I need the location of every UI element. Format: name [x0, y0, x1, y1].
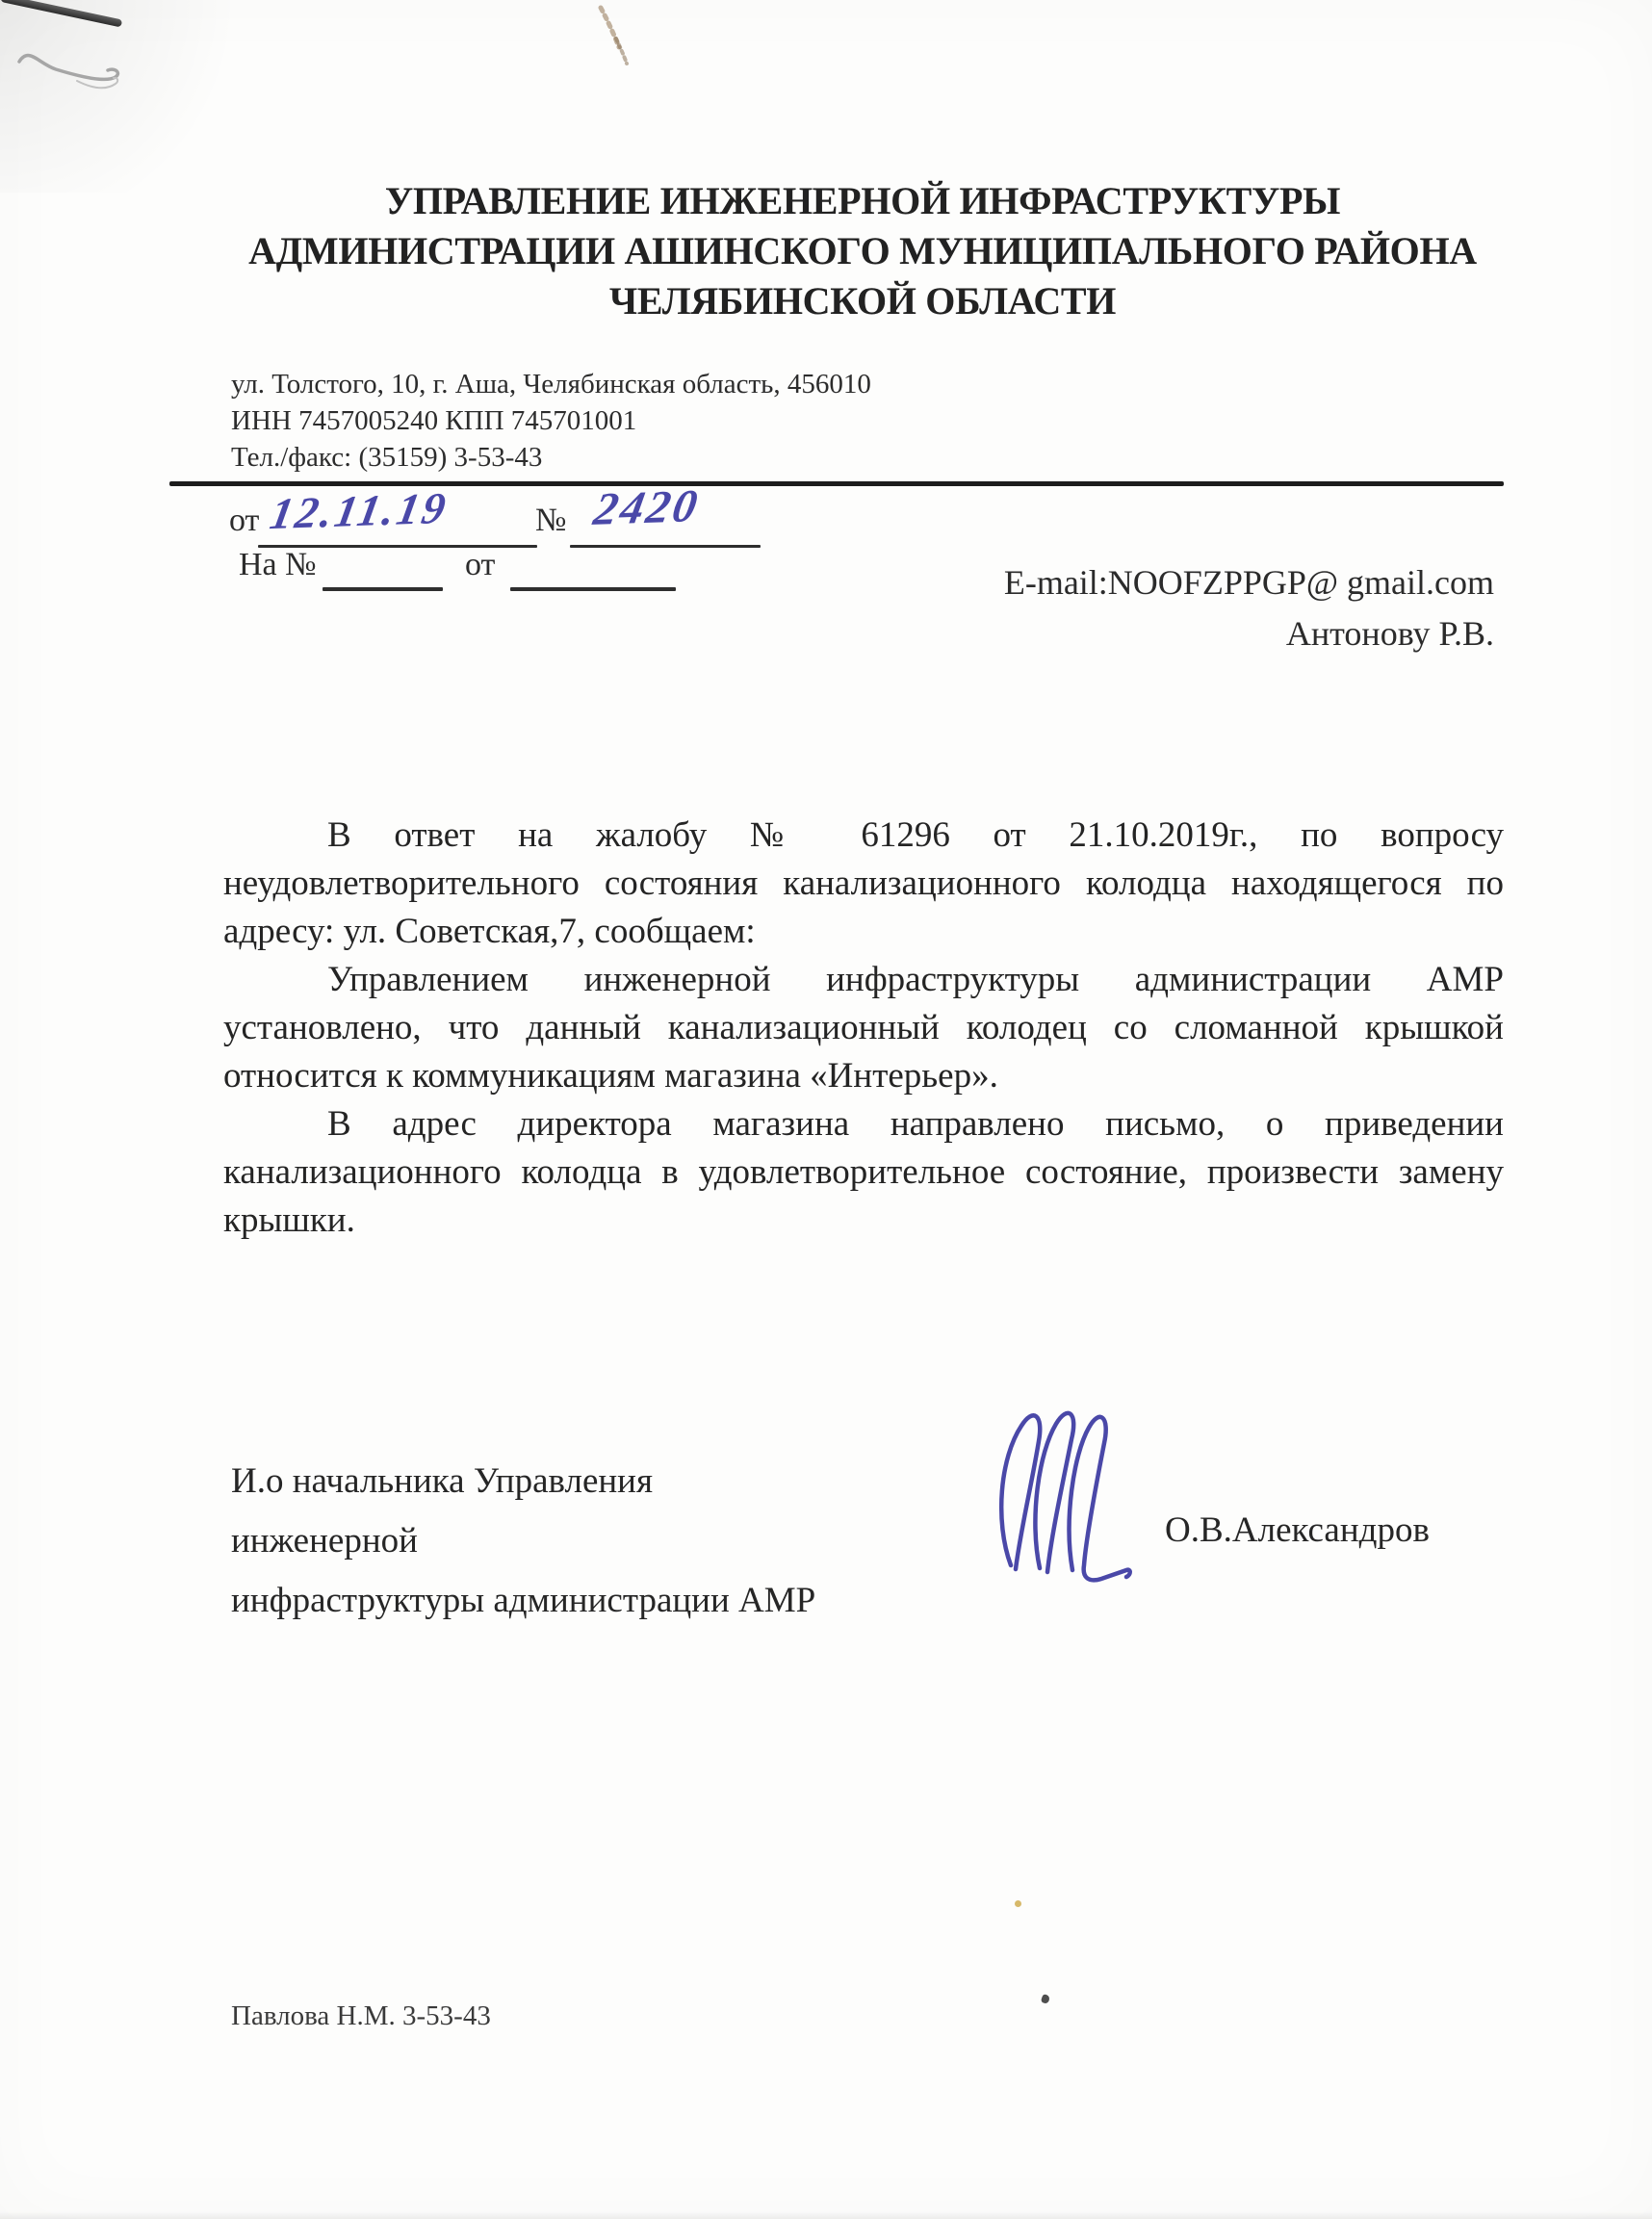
body-line: крышки.: [223, 1200, 355, 1240]
reply-to-number-label: На №: [239, 547, 317, 582]
body-line: адресу: ул. Советская,7, сообщаем:: [223, 912, 756, 951]
organization-title: [223, 176, 1502, 326]
recipient-block: [866, 561, 1494, 655]
handwritten-outgoing-date: 12.11.19: [266, 482, 452, 539]
body-line: канализационного колодца в удовлетворительное состояние, произвести замену: [223, 1152, 1504, 1192]
smudge-mark: [589, 4, 642, 71]
outgoing-number-label: №: [535, 503, 567, 538]
phone-fax: Тел./факс: (35159) 3-53-43: [231, 442, 543, 473]
signer-role-line: инфраструктуры администрации АМР: [231, 1581, 816, 1620]
body-line: неудовлетворительного состояния канализационного колодца находящегося по: [223, 864, 1504, 903]
handwritten-signature: [992, 1404, 1146, 1591]
handwritten-outgoing-number: 2420: [589, 480, 705, 535]
organization-title-line: ЧЕЛЯБИНСКОЙ ОБЛАСТИ: [608, 279, 1117, 323]
organization-address-block: [231, 366, 1001, 476]
organization-title-line: АДМИНИСТРАЦИИ АШИНСКОГО МУНИЦИПАЛЬНОГО РАЙОНА: [248, 229, 1477, 272]
letter-body: [223, 812, 1504, 1245]
signer-role-block: [231, 1452, 847, 1631]
body-line: относится к коммуникациям магазина «Интерьер».: [223, 1056, 998, 1096]
reply-date-underline: [510, 587, 676, 591]
staple-scan-mark: [0, 0, 122, 27]
body-line: В ответ на жалобу № 61296 от 21.10.2019г., по вопросу: [327, 815, 1504, 855]
outgoing-date-label: от: [229, 503, 260, 538]
paper-speck: [1015, 1900, 1021, 1907]
recipient-name: Антонову Р.В.: [1285, 614, 1494, 653]
signer-role-line: И.о начальника Управления инженерной: [231, 1461, 654, 1561]
number-underline: [570, 545, 761, 548]
body-line: Управлением инженерной инфраструктуры администрации АМР: [327, 960, 1504, 999]
reply-number-underline: [323, 587, 443, 591]
recipient-email: E-mail:NOOFZPPGP@ gmail.com: [1003, 563, 1494, 602]
body-line: В адрес директора магазина направлено письмо, о приведении: [327, 1104, 1504, 1144]
pen-squiggle-mark: [13, 40, 220, 108]
signer-name: О.В.Александров: [1165, 1510, 1430, 1550]
reply-from-label: от: [465, 547, 496, 582]
organization-title-line: УПРАВЛЕНИЕ ИНЖЕНЕРНОЙ ИНФРАСТРУКТУРЫ: [384, 179, 1341, 222]
inn-kpp: ИНН 7457005240 КПП 745701001: [231, 405, 637, 436]
executor-contact: Павлова Н.М. 3-53-43: [231, 2000, 491, 2031]
street-address: ул. Толстого, 10, г. Аша, Челябинская область, 456010: [231, 369, 871, 400]
paper-speck: [1041, 1994, 1051, 2004]
body-line: установлено, что данный канализационный колодец со сломанной крышкой: [223, 1008, 1504, 1047]
